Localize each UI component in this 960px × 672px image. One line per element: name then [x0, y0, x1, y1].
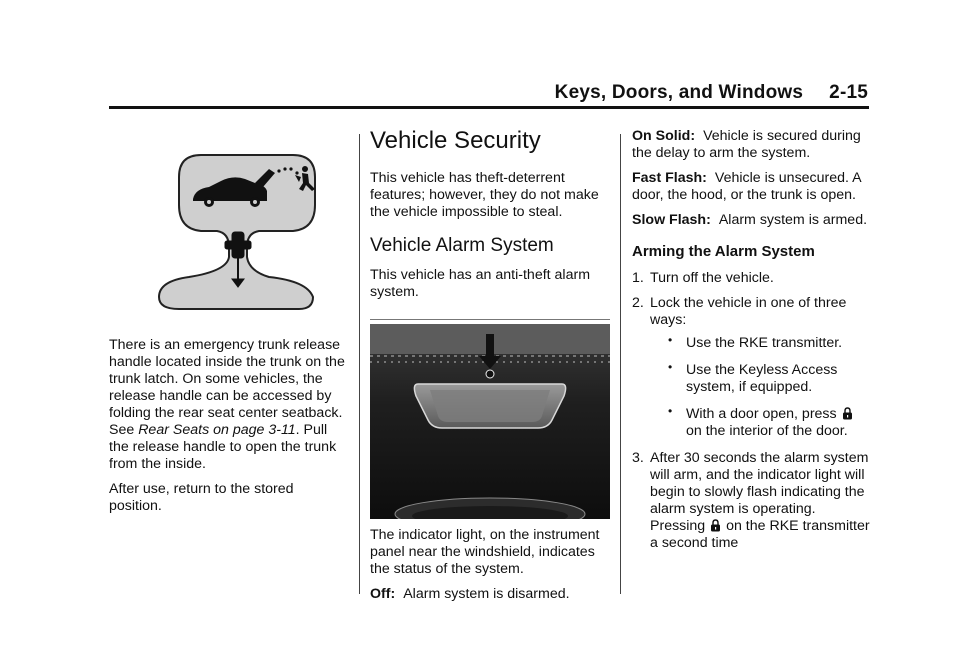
after-use-paragraph: After use, return to the stored position. — [109, 481, 294, 514]
list-item: 1. Turn off the vehicle. — [632, 270, 774, 286]
lock-icon — [710, 519, 721, 532]
alarm-intro: This vehicle has an anti-theft alarm system. — [370, 267, 591, 300]
security-intro: This vehicle has theft-deterrent features; however, they do not make the vehicle impossible to steal. — [370, 170, 599, 220]
column-middle — [370, 128, 610, 611]
lock-icon — [842, 407, 853, 420]
column-left — [109, 135, 349, 523]
vehicle-security-heading: Vehicle Security — [370, 127, 541, 154]
status-slow-flash: Slow Flash: Alarm system is armed. — [632, 212, 868, 228]
column-right — [632, 128, 872, 560]
status-off: Off: Alarm system is disarmed. — [370, 586, 570, 602]
list-item: • With a door open, press on the interior of the door. — [650, 406, 872, 440]
list-item: 3. After 30 seconds the alarm system will arm, and the indicator light will begin to slowly flash indicating the alarm system is operating. Pressing on the RKE transmitter a second time — [632, 450, 870, 551]
indicator-light-paragraph: The indicator light, on the instrument panel near the windshield, indicates the status of the system. — [370, 527, 600, 577]
trunk-release-icon — [109, 139, 349, 314]
page-number: 2-15 — [829, 82, 868, 103]
lock-methods — [650, 335, 872, 440]
indicator-light-photo-icon — [370, 324, 610, 519]
cross-reference-link[interactable]: Rear Seats on page 3-11 — [138, 422, 296, 438]
list-item: • Use the RKE transmitter. — [650, 335, 872, 352]
arming-heading: Arming the Alarm System — [632, 243, 815, 260]
column-divider — [359, 134, 360, 594]
status-on-solid: On Solid: Vehicle is secured during the delay to arm the system. — [632, 128, 861, 161]
alarm-system-heading: Vehicle Alarm System — [370, 235, 554, 256]
status-fast-flash: Fast Flash: Vehicle is unsecured. A door, the hood, or the trunk is open. — [632, 170, 861, 203]
page-header — [555, 82, 868, 104]
arming-steps — [632, 270, 872, 552]
column-divider — [620, 134, 621, 594]
list-item: 2. Lock the vehicle in one of three ways: • Use the RKE transmitter. • Use the Keyless Access system, if equipped. • With a door open, press on the interior of the door. — [632, 295, 872, 440]
list-item: • Use the Keyless Access system, if equipped. — [650, 362, 872, 396]
photo-rule — [370, 319, 610, 320]
trunk-release-paragraph: There is an emergency trunk release handle located inside the trunk on the trunk latch. On some vehicles, the release handle can be accessed by folding the rear seat center seatback. See Rear Seats on page 3-11. Pull the release handle to open the trunk from the inside. — [109, 337, 345, 472]
header-rule — [109, 106, 869, 109]
section-title: Keys, Doors, and Windows — [554, 82, 804, 103]
